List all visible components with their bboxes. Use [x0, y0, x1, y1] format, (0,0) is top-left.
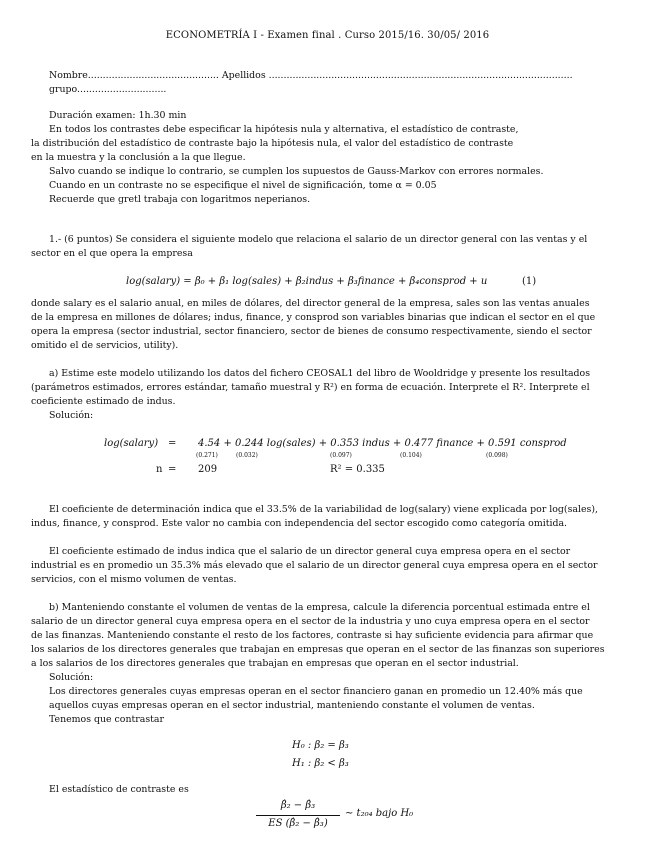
- solution-label: Solución:: [49, 672, 94, 683]
- part-a-text: a) Estime este modelo utilizando los datos del fichero CEOSAL1 del libro de Wooldridge y presente los resultados: [49, 368, 591, 379]
- std-error-label: (0.032): [236, 452, 258, 459]
- instruction-line: Salvo cuando se indique lo contrario, se cumplen los supuestos de Gauss-Markov con errores normales.: [49, 166, 544, 177]
- instruction-line: Duración examen: 1h.30 min: [49, 110, 187, 121]
- instruction-line: Recuerde que gretl trabaja con logaritmos neperianos.: [49, 194, 311, 205]
- sample-size-equals: =: [168, 464, 177, 475]
- variable-description: opera la empresa (sector industrial, sector financiero, sector de bienes de consumo respectivamente, siendo el sector: [31, 326, 592, 337]
- variable-description: donde salary es el salario anual, en miles de dólares, del director general de la empresa, sales son las ventas anuales: [31, 298, 590, 309]
- sample-size-value: 209: [198, 464, 218, 475]
- model-equation-number: (1): [522, 276, 537, 287]
- solution-label: Solución:: [49, 410, 94, 421]
- std-error-label: (0.098): [486, 452, 508, 459]
- instruction-line: En todos los contrastes debe especificar la hipótesis nula y alternativa, el estadístico de contraste,: [49, 124, 519, 135]
- part-b-text: b) Manteniendo constante el volumen de ventas de la empresa, calcule la diferencia porcentual estimada entre el: [49, 602, 590, 613]
- std-error-label: (0.271): [196, 452, 218, 459]
- part-b-text: de las finanzas. Manteniendo constante el resto de los factores, contraste si hay suficiente evidencia para afirmar que: [31, 630, 594, 641]
- part-a-answer: El coeficiente estimado de indus indica que el salario de un director general cuya empresa opera en el sector: [49, 546, 571, 557]
- alternative-hypothesis: H₁ : β₂ < β₃: [292, 758, 349, 769]
- std-error-label: (0.097): [330, 452, 352, 459]
- estimated-equals: =: [168, 438, 177, 449]
- instruction-line: en la muestra y la conclusión a la que llegue.: [31, 152, 246, 163]
- instruction-line: la distribución del estadístico de contraste bajo la hipótesis nula, el valor del estadístico de contraste: [31, 138, 514, 149]
- model-equation: log(salary) = β₀ + β₁ log(sales) + β₂indus + β₃finance + β₄consprod + u: [126, 276, 488, 287]
- statistic-denominator: ES (β̂₂ − β̂₃): [268, 818, 328, 829]
- name-field-line: Nombre............................................ Apellidos ......................................................................................................: [49, 70, 573, 81]
- statistic-numerator: β̂₂ − β̂₃: [280, 800, 316, 811]
- r-squared-value: R² = 0.335: [330, 464, 385, 475]
- null-hypothesis: H₀ : β₂ = β₃: [292, 740, 349, 751]
- variable-description: omitido el de servicios, utility).: [31, 340, 179, 351]
- statistic-intro: El estadístico de contraste es: [49, 784, 189, 795]
- page-title: ECONOMETRÍA I - Examen final . Curso 2015/16. 30/05/ 2016: [165, 30, 490, 41]
- part-b-answer: Los directores generales cuyas empresas operan en el sector financiero ganan en promedio un 12.40% más que: [49, 686, 583, 697]
- part-b-answer: aquellos cuyas empresas operan en el sector industrial, manteniendo constante el volumen de ventas.: [49, 700, 535, 711]
- part-a-text: (parámetros estimados, errores estándar, tamaño muestral y R²) en forma de ecuación. Interprete el R². Interprete el: [31, 382, 590, 393]
- part-a-answer: servicios, con el mismo volumen de ventas.: [31, 574, 237, 585]
- part-a-text: coeficiente estimado de indus.: [31, 396, 176, 407]
- estimated-rhs: 4.54 + 0.244 log(sales) + 0.353 indus + 0.477 finance + 0.591 consprod: [198, 438, 567, 449]
- instruction-line: Cuando en un contraste no se especifique el nivel de significación, tome α = 0.05: [49, 180, 437, 191]
- part-a-answer: El coeficiente de determinación indica que el 33.5% de la variabilidad de log(salary) viene explicada por log(sales),: [49, 504, 598, 515]
- part-a-answer: industrial es en promedio un 35.3% más elevado que el salario de un director general cuya empresa opera en el sector: [31, 560, 598, 571]
- part-b-text: a los salarios de los directores generales que trabajan en empresas que operan en el sector industrial.: [31, 658, 519, 669]
- estimated-lhs: log(salary): [104, 438, 159, 449]
- tenemos-text: Tenemos que contrastar: [49, 714, 164, 725]
- question-1-intro: sector en el que opera la empresa: [31, 248, 193, 259]
- part-b-text: los salarios de los directores generales que trabajan en empresas que operan en el sector de las finanzas son superiores: [31, 644, 605, 655]
- part-a-answer: indus, finance, y consprod. Este valor no cambia con independencia del sector escogido como categoría omitida.: [31, 518, 568, 529]
- part-b-text: salario de un director general cuya empresa opera en el sector de la industria y uno cuya empresa opera en el sector: [31, 616, 590, 627]
- fraction-bar: [256, 815, 340, 816]
- group-field-line: grupo..............................: [49, 84, 167, 95]
- variable-description: de la empresa en millones de dólares; indus, finance, y consprod son variables binarias que indican el sector en el que: [31, 312, 596, 323]
- std-error-label: (0.104): [400, 452, 422, 459]
- sample-size-label: n: [156, 464, 163, 475]
- question-1-intro: 1.- (6 puntos) Se considera el siguiente modelo que relaciona el salario de un director general con las ventas y el: [49, 234, 588, 245]
- statistic-distribution: ∼ t₂₀₄ bajo H₀: [345, 808, 414, 819]
